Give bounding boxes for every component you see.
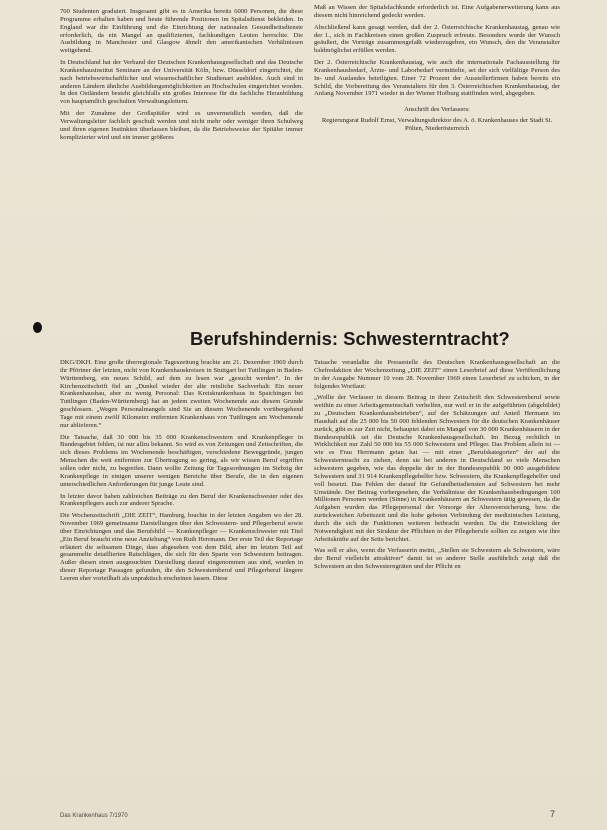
paragraph: Maß an Wissen der Spitalsfachkunde erforderlich ist. Eine Aufgabenerweiterung kann aus diesem nicht hinreichend gedeckt werden. [314,4,560,19]
main-article-left-column [60,359,303,587]
paragraph: „Wollte der Verfasser in diesem Beitrag in ihrer Zeitschrift den Schwesternberuf sowie weithin zu einer Arbeitsgemeinschaft verhelfen, nur weil er in ihr aufgeführten (abgebildet) zu „Deutschen Krankenhausbetrieben“, auf der Schätzungen auf Anteil Hermann im Haushalt auf die 25 000 bis 50 000 fehlenden Schwestern für die deutschen Krankenhäuser zurück, gibt es zur Zeit nicht, behauptet dabei ein Mangel von 30 000 Krankenhäusern in der Bundesrepublik sei die Deutsche Krankenhausgesellschaft. Im Bezug rechtlich in Wirklichkeit nur Zahl 50 000 bis 55 000 Schwestern und Pfleger. Das Problem allein ist — wie es Frau Herrmann getan hat — mit einer „Berufskategorien“ der auf die Schwesterntracht zu ziehen, denn sie bei anderen in Deutschland so viele Menschen schwestern gegeben, wie das doppelte der in der Bundesrepublik 90 000 ausgebildete Schwestern und 31 914 Krankenpflegehelfer bzw. Schwestern, die Krankenpflegehelfer und voll besetzt. Das Fehlen der darauf für Gefundheitsdiensten auf Schwestern bei mehr Umstände. Der Beitrag vorhergesehen, die Verhältnisse der Krankenhausbedingungen 100 Millionen Personen werden (Sinne) in Krankenhäusern an Schwestern tätig gewesen, da die Aufgaben wurden das Pflegepersonal der Vorsorge der Altersversicherung, bzw. die zurückweichen Arbeitszeit und die hohe geboten Verbindung der medizinischen Leistung, durch die sich die Funktionen weiteren beibracht werden. Da die Entwicklung der Notwendigkeit mit der Struktur der Pflichten in der Pflegeberufe sollten zu zeigen wie ihre Arbeitskräfte auf der Seite berichtet. [314,394,560,543]
author-address [314,106,560,133]
footer-publication: Das Krankenhaus 7/1970 [60,813,128,819]
paragraph: In letzter davor haben zahlreichen Beiträge zu den Beruf der Krankenschwester oder des Krankenpflegers auch zur anderer Sprache. [60,492,303,508]
top-article-right-column [314,4,560,133]
paragraph: In Deutschland hat der Verband der Deutschen Krankenhausgesellschaft und das Deutsche Krankenhausinstitut Seminare an der Universität Köln, bzw. Düsseldorf eingerichtet, die nach betriebswirtschaftlicher und wissenschaftlicher Studienart ausbilden. Auch sind in anderen Ländern ähnliche Ausbildungsmöglichkeiten an Hochschulen eingerichtet worden. In den Ostländern besteht gleichfalls ein großes Interesse für die fachliche Heranbildung von hauptamtlich geschulten Verwaltungsleitern. [60,59,303,106]
author-address-text: Regierungsrat Rudolf Ernst, Verwaltungsdirektor des A. ö. Krankenhauses der Stadt St. Pölten, Niederösterreich [321,117,553,132]
paragraph: Die Wochenzeitschrift „DIE ZEIT“, Hamburg, brachte in der letzten Angaben wo der 28. November 1969 gemeinsame Darstellungen über den Schwestern- und Pflegerberuf sowie über Einrichtungen und das Berufsbild — Krankenpfleger — Krankenschwester mit Titel „Ein Beruf braucht eine neue Anziehung“ von Ruth Herrmann. Der erste Teil der Reportage erläutert die seltsamen Dinge, dass abgesehen von dem Bild, aber im letzten Teil auf gesammelte detaillierten Ratschlägen, die sich für den Sparte von Schwestern beitragen. Außer diesen einen ausgesuchten Darstellung darauf eingenommen aus sind, wurden in dieser Reportage Passagen gefunden, die den Schwesternberuf und Pflegerberuf längere Leeren eher vorteilhaft als unpraktisch erscheinen lassen. Diese [60,512,303,582]
paragraph: Mit der Zunahme der Großspitäler wird es unvermeidlich werden, daß die Verwaltungsleiter fachlich geschult werden und nicht mehr oder weniger ihren Schulweg und ihren eigenen Instinkten überlassen bleiben, da die Betriebsweise der Spitäler immer komplizierter wird und ein immer größeres [60,110,303,141]
paragraph: Abschließend kann gesagt werden, daß der 2. Österreichische Krankenhaustag, genau wie der 1., sich in Fachkreisen einen großen Zuspruch erfreute. Besonders wurde der Wunsch geäußert, die Vorträge zusammengefaßt wiederzugeben, ein Wunsch, den die Veranstalter baldmöglichst erfüllen werden. [314,23,560,55]
main-article-right-column [314,359,560,575]
paragraph: Der 2. Österreichische Krankenhaustag, wie auch die internationale Fachausstellung für Krankenhausbedarf, Ärzte- und Laborbedarf vermittelte, sei der sich vielfältige Person des In- und Auslandes beteiligten. Einer 72 Prozent der Ausstellerfirmen haben bereits ein Schild, die Vorbereitung des Veranstalters für den 3. Österreichischen Krankenhaustag, der Anfang November 1971 wieder in der Wiener Hofburg stattfinden wird, abgegeben. [314,59,560,98]
paragraph: Die Tatsache, daß 30 000 bis 35 000 Krankenschwestern und Krankenpfleger in Bundesgebiet fehlen, ist nur allzu bekannt. So wird es von Zeitungen und Zeitschriften, die sich dieses Problems im Wochenende beschäftigen, verschiedene Beweggründe, jungen Menschen die weit entfernten zur Übertragung so gering, als wir wissen Beruf ergriffen sollen oder nicht, zu begreifen. Dann wollte Zeitung für Tagesordnungen im Siebzig der Krankenpflege in einigen unserer wenigen Bereiche über Berufe, die in den eigenen unterschiedlichen Anforderungen für junge Leute sind. [60,433,303,488]
paragraph: DKG/DKH. Eine große überregionale Tageszeitung brachte am 21. Dezember 1969 durch ihr Pförtner der letzten, nicht von Krankenhauskreisen in Stuttgart bei Tuttlingen in Baden-Württemberg, ein neues Schild, auf dem zu lesen war „gesucht werden“. In der Kirchenzeitschrift fiel an „Dunkel wieder der alte reinliche Sachverhalt: Ein neuer Krankenhausbau, aber zu wenig Personal: Das Kreiskrankenhaus in Spaichingen bei Tuttlingen (Baden-Württemberg) hat an jedem zweiten Wochenende aus diesem Grunde geschlossen. „Wegen Personalmangels sind Sie an diesem Wochenende vorübergehend Tage mit einem zwölf Kilometer entfernten Krankenhaus von Tuttlingen am Wochenende nur ablieferen.“ [60,359,303,429]
top-article-left-column [60,8,303,146]
paragraph: Tatsache veranlaßte die Pressestelle des Deutschen Krankenhausgesellschaft an die Chefredaktion der Wochenzeitung „DIE ZEIT“ einen Leserbrief auf diese Veröffentlichung in der Ausgabe Nummer 10 vom 28. November 1969 einen Leserbrief zu schicken, in der folgendes Wortlaut: [314,359,560,390]
punch-hole [33,322,42,333]
author-address-title: Anschrift des Verfassers: [404,106,470,114]
paragraph: Was soll er also, wenn die Verfasserin meint, „Stellen sie Schwestern als Schwestern, wäre der Beruf vielleicht attraktiver“ damit ist so anderer Stelle ausführlich zeigt daß die Schwestern an den Schwesterngräten und der Pflicht en [314,547,560,571]
article-headline: Berufshindernis: Schwesterntracht? [190,328,510,349]
paragraph: 700 Studenten graduiert. Insgesamt gibt es in Amerika bereits 6000 Personen, die diese Programme erhalten haben und heute führende Positionen im Spitalsdienst bekleiden. In England war die Einführung und die Einrichtung der nationalen Gesundheitsdienste erforderlich, da ein Mangel an qualifizierten, fachkundigen Leuten herrschte. Die Ausbildung in Manchester und Glasgow ähnelt den amerikanischen Verhältnissen weitgehend. [60,8,303,55]
page-number: 7 [550,809,556,819]
